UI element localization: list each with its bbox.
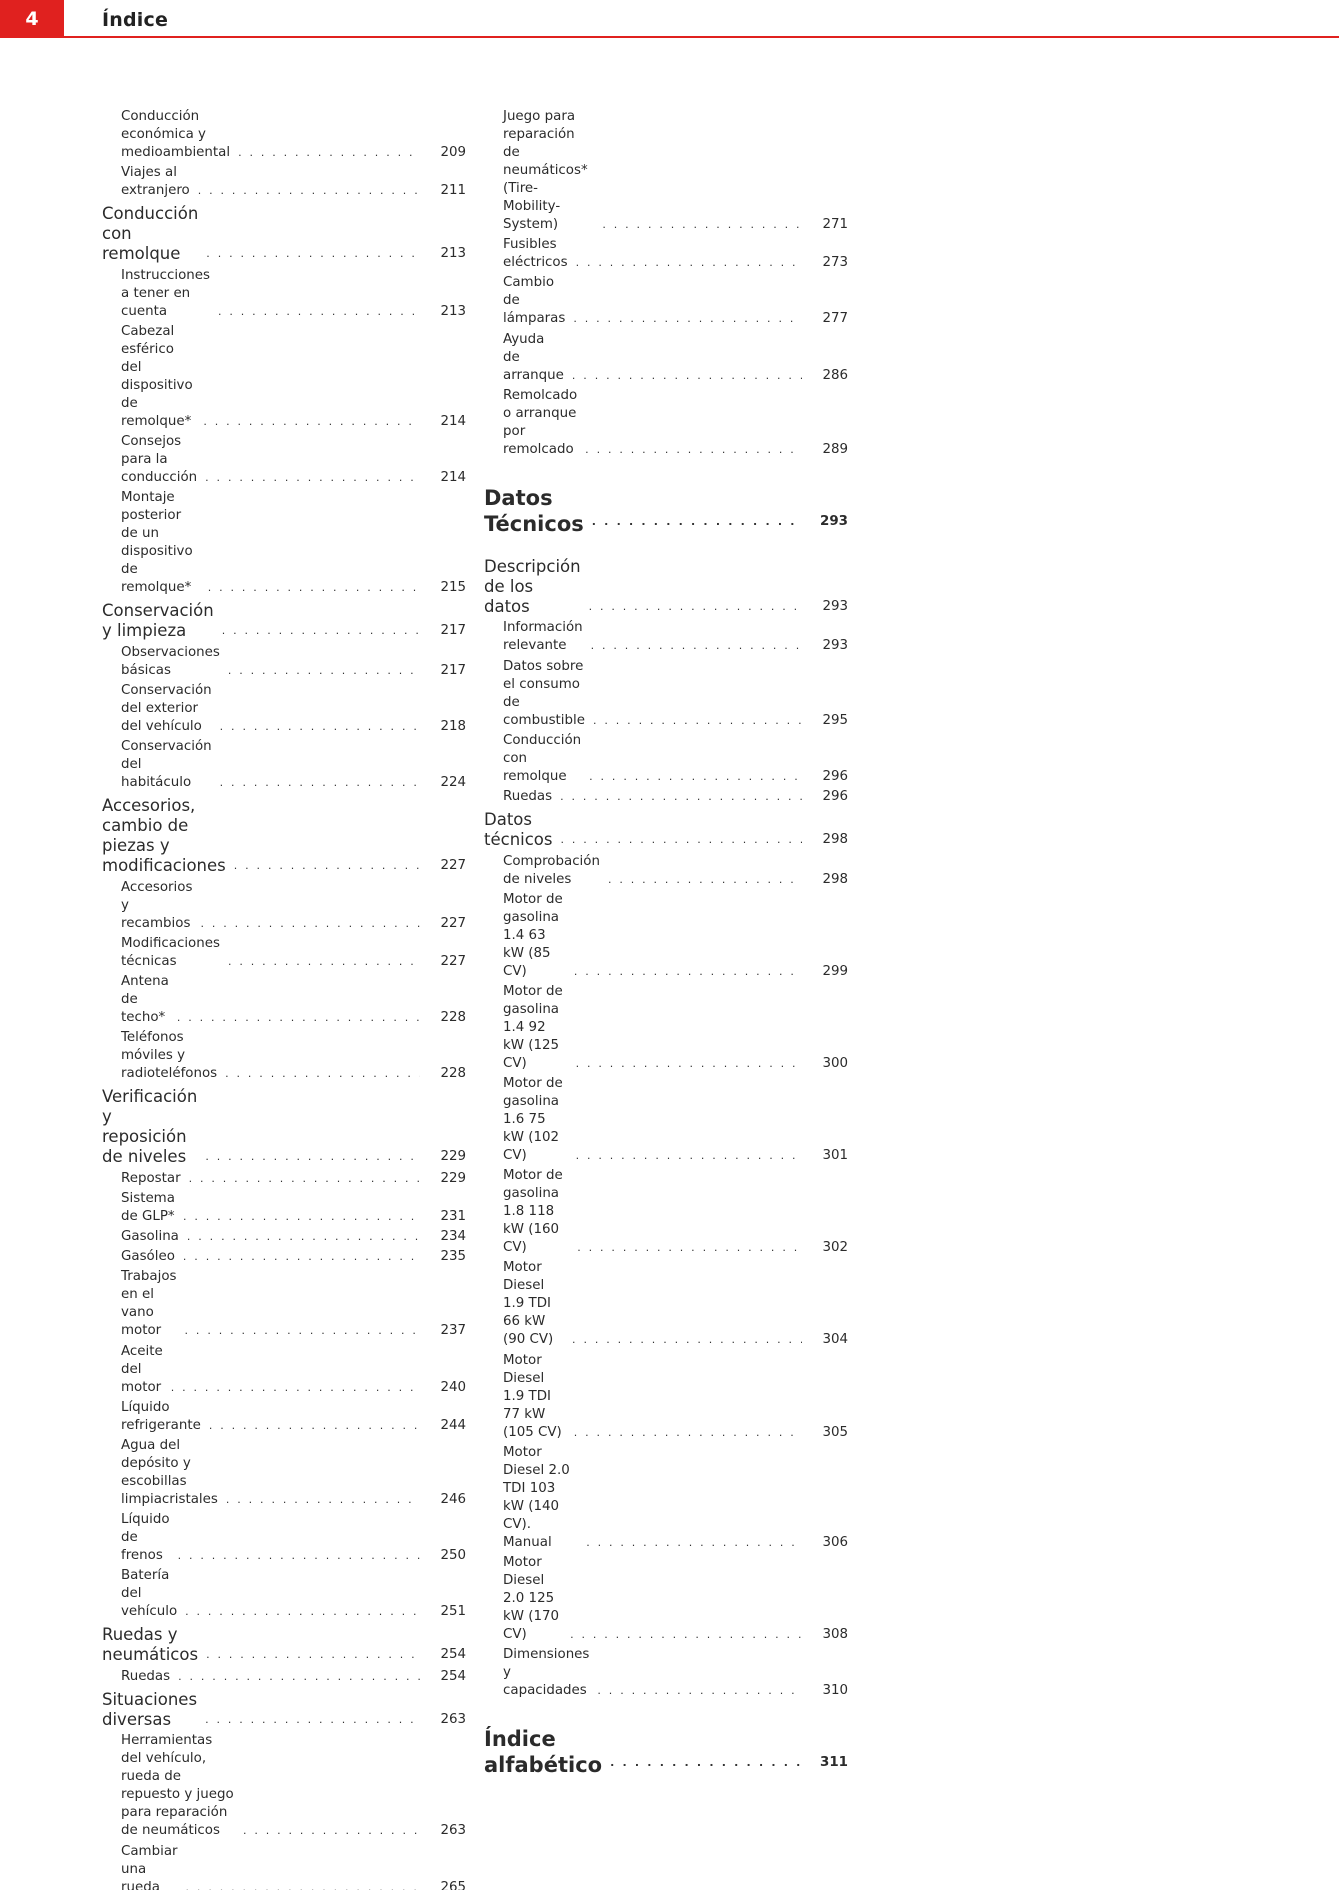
toc-entry[interactable] [102, 1690, 466, 1730]
toc-entry[interactable] [102, 1228, 466, 1246]
toc-entry-page: 304 [822, 1332, 848, 1348]
toc-entry-label: Instrucciones a tener en cuenta [121, 267, 210, 319]
dot-leader [200, 915, 420, 933]
toc-entry-label: Cambio de lámparas [503, 275, 566, 327]
toc-entry-page: 217 [440, 623, 466, 639]
toc-entry-label: Motor de gasolina 1.6 75 kW (102 CV) [503, 1076, 563, 1164]
toc-entry-label: Remolcado o arranque por remolcado [503, 387, 578, 457]
toc-entry-page: 244 [440, 1417, 466, 1433]
dot-leader [185, 1322, 420, 1340]
toc-entry-label: Aceite del motor [121, 1343, 163, 1395]
toc-entry-page: 251 [440, 1604, 466, 1620]
dot-leader [228, 953, 420, 971]
toc-entry-label: Motor de gasolina 1.4 63 kW (85 CV) [503, 891, 563, 979]
toc-entry-label: Ruedas y neumáticos [102, 1625, 199, 1665]
toc-entry-page: 209 [440, 145, 466, 160]
toc-entry-page: 305 [822, 1424, 848, 1440]
toc-entry-label: Conducción económica y medioambiental [121, 109, 231, 160]
toc-entry-page: 263 [440, 1711, 466, 1727]
toc-entry-label: Agua del depósito y escobillas limpiacristales [121, 1438, 218, 1507]
toc-entry-page: 240 [440, 1379, 466, 1395]
toc-entry-page: 217 [440, 662, 466, 678]
toc-entry[interactable] [102, 1248, 466, 1266]
dot-leader [586, 1534, 802, 1552]
dot-leader [576, 1055, 802, 1073]
toc-entry-label: Observaciones básicas [121, 644, 220, 678]
toc-entry-page: 265 [440, 1879, 466, 1890]
page-number: 4 [0, 0, 64, 38]
toc-entry-page: 214 [440, 470, 466, 486]
toc-entry-label: Datos Técnicos [484, 485, 584, 536]
toc-entry-page: 263 [440, 1823, 466, 1839]
toc-entry-page: 254 [440, 1647, 466, 1663]
dot-leader [591, 637, 802, 655]
page-header [0, 0, 1339, 40]
dot-leader [589, 597, 802, 617]
toc-entry[interactable] [484, 1075, 848, 1165]
toc-entry-page: 311 [820, 1755, 848, 1771]
toc-entry-page: 246 [440, 1492, 466, 1507]
toc-entry-label: Accesorios, cambio de piezas y modificaciones [102, 796, 226, 876]
toc-entry-page: 298 [822, 871, 848, 887]
toc-entry-page: 310 [822, 1683, 848, 1699]
toc-entry[interactable] [484, 274, 848, 328]
toc-entry-label: Sistema de GLP* [121, 1190, 175, 1224]
section-gap [484, 1782, 848, 1794]
toc-entry-label: Antena de techo* [121, 974, 169, 1025]
toc-entry-page: 224 [440, 775, 466, 791]
toc-entry-page: 293 [822, 638, 848, 654]
toc-entry-label: Índice alfabético [484, 1727, 603, 1778]
toc-entry[interactable] [102, 935, 466, 971]
toc-entry[interactable] [484, 891, 848, 981]
toc-entry[interactable] [484, 236, 848, 272]
toc-entry[interactable] [484, 853, 848, 889]
toc-entry-label: Datos sobre el consumo de combustible [503, 658, 585, 728]
toc-entry-label: Motor Diesel 2.0 125 kW (170 CV) [503, 1555, 560, 1642]
toc-entry[interactable] [102, 879, 466, 933]
toc-entry-label: Conducción con remolque [102, 204, 199, 264]
toc-entry[interactable] [484, 485, 848, 537]
dot-leader [243, 1822, 420, 1840]
dot-leader [234, 856, 420, 876]
toc-entry-label: Conservación y limpieza [102, 601, 214, 641]
toc-entry-label: Cabezal esférico del dispositivo de remolque* [121, 323, 193, 429]
toc-entry[interactable] [102, 267, 466, 321]
toc-entry-label: Dimensiones y capacidades [503, 1647, 590, 1699]
toc-entry-page: 250 [440, 1548, 466, 1564]
toc-entry-page: 296 [822, 789, 848, 804]
toc-entry[interactable] [484, 1726, 848, 1778]
toc-entry-page: 234 [440, 1229, 466, 1245]
toc-entry-page: 293 [820, 513, 848, 529]
toc-entry-page: 227 [440, 915, 466, 931]
dot-leader [576, 1147, 802, 1165]
toc-entry-page: 298 [822, 832, 848, 847]
dot-leader [560, 788, 802, 806]
toc-entry-label: Montaje posterior de un dispositivo de remolque* [121, 490, 193, 596]
dot-leader [187, 1228, 420, 1246]
toc-entry[interactable] [102, 108, 466, 162]
toc-entry-page: 306 [822, 1534, 848, 1550]
dot-leader [222, 621, 420, 641]
toc-entry[interactable] [102, 973, 466, 1027]
dot-leader [602, 216, 802, 234]
dot-leader [208, 579, 420, 597]
toc-entry-label: Modificaciones técnicas [121, 935, 220, 969]
toc-entry[interactable] [484, 732, 848, 786]
toc-entry-page: 271 [822, 217, 848, 232]
toc-entry-page: 231 [440, 1208, 466, 1224]
toc-entry[interactable] [102, 1399, 466, 1435]
toc-entry-page: 286 [822, 367, 848, 383]
toc-entry-label: Trabajos en el vano motor [121, 1269, 177, 1339]
toc-entry[interactable] [484, 557, 848, 617]
toc-entry-page: 213 [440, 303, 466, 319]
toc-entry[interactable] [484, 788, 848, 806]
toc-column-left [102, 108, 466, 1890]
dot-leader [585, 441, 802, 459]
toc-entry-label: Repostar [121, 1170, 181, 1186]
toc-entry-label: Viajes al extranjero [121, 165, 190, 199]
toc-entry-label: Fusibles eléctricos [503, 237, 568, 271]
dot-leader [206, 244, 420, 264]
dot-leader [561, 830, 803, 850]
toc-entry-page: 211 [440, 183, 466, 199]
toc-entry[interactable] [102, 1268, 466, 1340]
toc-entry[interactable] [102, 1029, 466, 1083]
dot-leader [220, 718, 420, 736]
toc-entry-page: 227 [440, 953, 466, 969]
toc-entry-label: Motor de gasolina 1.8 118 kW (160 CV) [503, 1168, 563, 1256]
toc-entry-page: 229 [440, 1170, 466, 1186]
dot-leader [198, 182, 420, 200]
dot-leader [177, 1009, 420, 1027]
dot-leader [572, 367, 802, 385]
toc-entry-label: Batería del vehículo [121, 1568, 178, 1620]
toc-entry-page: 277 [822, 311, 848, 327]
toc-entry[interactable] [102, 204, 466, 264]
toc-entry-page: 254 [440, 1668, 466, 1684]
toc-entry-label: Datos técnicos [484, 810, 553, 849]
dot-leader [589, 768, 802, 786]
dot-leader [209, 1417, 420, 1435]
dot-leader [574, 1424, 802, 1442]
toc-entry-label: Cambiar una rueda [121, 1843, 178, 1890]
toc-entry-page: 227 [440, 858, 466, 874]
toc-entry-label: Líquido refrigerante [121, 1399, 201, 1433]
section-gap [484, 541, 848, 553]
toc-entry-page: 289 [822, 441, 848, 457]
toc-entry[interactable] [102, 1190, 466, 1226]
dot-leader [610, 1750, 802, 1776]
toc-entry[interactable] [484, 1167, 848, 1257]
toc-entry[interactable] [484, 1646, 848, 1700]
toc-entry-label: Motor Diesel 1.9 TDI 66 kW (90 CV) [503, 1260, 554, 1348]
dot-leader [178, 1668, 420, 1686]
dot-leader [226, 1491, 420, 1509]
toc-entry-page: 301 [822, 1148, 848, 1164]
toc-entry[interactable] [102, 1511, 466, 1565]
toc-entry-page: 299 [822, 963, 848, 979]
dot-leader [171, 1379, 420, 1397]
dot-leader [573, 310, 802, 328]
toc-entry-page: 308 [822, 1627, 848, 1642]
toc-entry-label: Gasolina [121, 1229, 179, 1245]
toc-entry[interactable] [484, 983, 848, 1073]
dot-leader [608, 871, 802, 889]
toc-entry-label: Líquido de frenos [121, 1512, 170, 1564]
toc-entry-label: Información relevante [503, 620, 583, 654]
dot-leader [185, 1603, 420, 1621]
toc-column-right [484, 108, 848, 1794]
toc-entry[interactable] [484, 1352, 848, 1442]
toc-entry[interactable] [484, 658, 848, 730]
section-gap [484, 461, 848, 485]
toc-entry-page: 293 [822, 598, 848, 614]
toc-entry-label: Teléfonos móviles y radioteléfonos [121, 1030, 218, 1082]
dot-leader [572, 1331, 802, 1349]
dot-leader [570, 1626, 802, 1644]
dot-leader [205, 469, 420, 487]
toc-entry[interactable] [484, 108, 848, 234]
toc-entry[interactable] [102, 1343, 466, 1397]
toc-entry-label: Consejos para la conducción [121, 434, 198, 486]
header-rule [64, 36, 1339, 38]
toc-entry[interactable] [484, 1444, 848, 1552]
toc-entry-page: 300 [822, 1055, 848, 1071]
dot-leader [205, 1710, 420, 1730]
toc-entry[interactable] [102, 1732, 466, 1840]
toc-entry[interactable] [102, 433, 466, 487]
toc-entry-page: 295 [822, 712, 848, 728]
dot-leader [189, 1170, 420, 1188]
toc-entry[interactable] [484, 810, 848, 850]
dot-leader [238, 144, 420, 162]
toc-entry[interactable] [102, 323, 466, 431]
toc-entry[interactable] [102, 489, 466, 597]
toc-entry-page: 218 [440, 718, 466, 734]
toc-entry[interactable] [484, 1554, 848, 1644]
toc-entry-label: Situaciones diversas [102, 1689, 198, 1729]
dot-leader [206, 1645, 420, 1665]
toc-entry[interactable] [484, 387, 848, 459]
toc-entry-label: Gasóleo [121, 1249, 175, 1265]
toc-entry[interactable] [484, 619, 848, 655]
dot-leader [183, 1248, 420, 1266]
toc-entry[interactable] [102, 644, 466, 680]
dot-leader [592, 509, 802, 535]
dot-leader [228, 662, 420, 680]
dot-leader [225, 1065, 420, 1083]
page-title: Índice [102, 9, 169, 31]
dot-leader [178, 1547, 420, 1565]
dot-leader [576, 254, 802, 272]
toc-entry-label: Descripción de los datos [484, 556, 581, 616]
toc-entry-label: Conservación del exterior del vehículo [121, 682, 212, 734]
dot-leader [218, 303, 420, 321]
toc-entry-page: 214 [440, 413, 466, 429]
toc-entry[interactable] [102, 1625, 466, 1665]
toc-entry[interactable] [102, 1843, 466, 1890]
dot-leader [186, 1879, 420, 1890]
toc-entry-page: 213 [440, 246, 466, 262]
toc-entry-label: Ruedas [503, 789, 553, 804]
toc-entry-label: Motor de gasolina 1.4 92 kW (125 CV) [503, 983, 563, 1071]
dot-leader [205, 1147, 420, 1167]
toc-entry-label: Comprobación de niveles [503, 853, 600, 887]
toc-entry-page: 302 [822, 1240, 848, 1256]
toc-entry-label: Motor Diesel 2.0 TDI 103 kW (140 CV). Manual [503, 1444, 570, 1550]
toc-entry[interactable] [102, 164, 466, 200]
dot-leader [574, 963, 802, 981]
toc-entry-label: Conducción con remolque [503, 732, 582, 784]
toc-entry[interactable] [102, 1437, 466, 1509]
dot-leader [577, 1239, 802, 1257]
toc-entry[interactable] [102, 1567, 466, 1621]
toc-entry-label: Verificación y reposición de niveles [102, 1087, 198, 1167]
toc-entry-page: 235 [440, 1249, 466, 1265]
section-gap [484, 1702, 848, 1726]
dot-leader [220, 774, 420, 792]
toc-entry[interactable] [102, 1087, 466, 1167]
toc-entry-page: 215 [440, 580, 466, 596]
toc-entry-page: 296 [822, 768, 848, 784]
toc-entry-label: Ayuda de arranque [503, 331, 564, 383]
dot-leader [203, 413, 420, 431]
dot-leader [183, 1208, 420, 1226]
toc-entry-label: Herramientas del vehículo, rueda de repuesto y juego para reparación de neumáticos [121, 1733, 234, 1839]
toc-entry[interactable] [484, 331, 848, 385]
toc-entry-page: 229 [440, 1149, 466, 1165]
toc-entry-page: 228 [440, 1066, 466, 1082]
toc-entry-page: 228 [440, 1010, 466, 1025]
toc-entry[interactable] [102, 796, 466, 876]
toc-entry[interactable] [102, 601, 466, 641]
toc-entry[interactable] [484, 1259, 848, 1349]
toc-entry-label: Motor Diesel 1.9 TDI 77 kW (105 CV) [503, 1352, 562, 1440]
toc-entry[interactable] [102, 1668, 466, 1686]
toc-entry-page: 273 [822, 255, 848, 271]
toc-entry[interactable] [102, 682, 466, 736]
toc-entry[interactable] [102, 1170, 466, 1188]
toc-entry-label: Accesorios y recambios [121, 879, 193, 931]
toc-entry-label: Ruedas [121, 1668, 171, 1684]
toc-entry-page: 237 [440, 1323, 466, 1339]
toc-entry-label: Juego para reparación de neumáticos* (Tire-Mobility-System) [503, 109, 588, 232]
dot-leader [593, 712, 802, 730]
dot-leader [597, 1682, 802, 1700]
toc-entry-label: Conservación del habitáculo [121, 739, 212, 791]
toc-entry[interactable] [102, 738, 466, 792]
